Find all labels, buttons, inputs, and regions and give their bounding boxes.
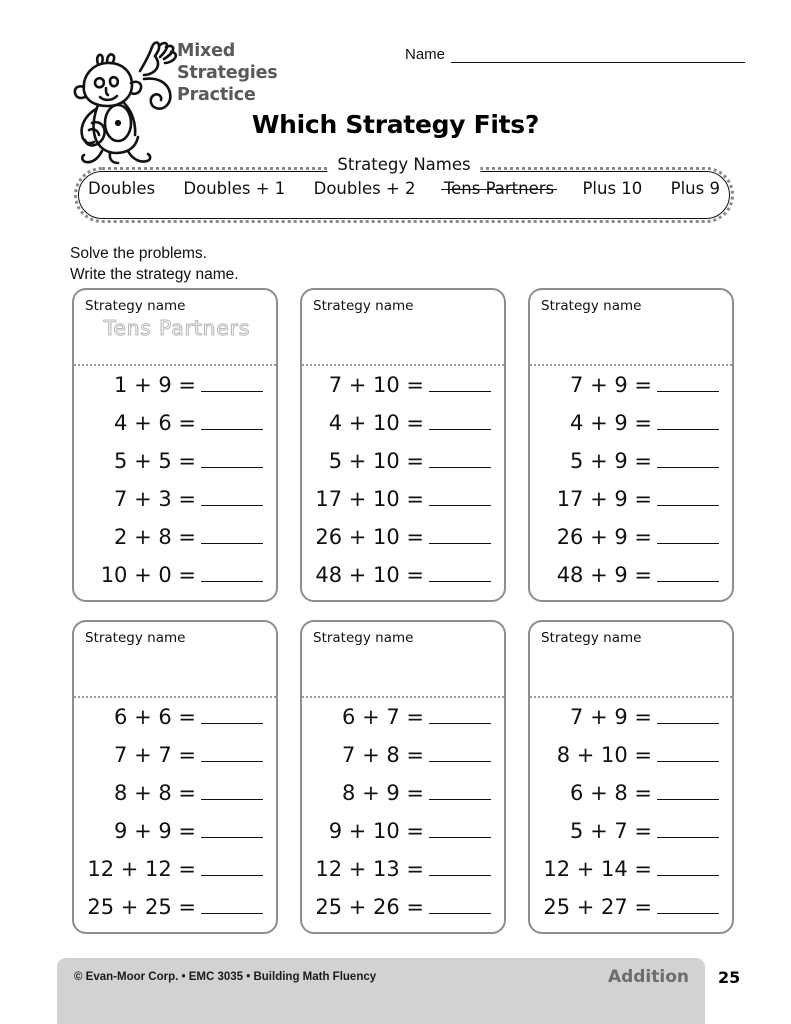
answer-blank[interactable] — [657, 821, 719, 838]
problem-row — [541, 857, 719, 895]
problem-expression: 5 + 5 = — [114, 449, 196, 473]
problem-row — [85, 857, 263, 895]
problem-expression: 4 + 6 = — [114, 411, 196, 435]
problem-row — [85, 895, 263, 933]
problem-card — [300, 288, 506, 602]
problem-card — [72, 288, 278, 602]
problem-expression: 12 + 13 = — [315, 857, 424, 881]
problem-card — [300, 620, 506, 934]
problem-row — [85, 525, 263, 563]
answer-blank[interactable] — [657, 451, 719, 468]
answer-blank[interactable] — [201, 859, 263, 876]
brand-block — [62, 30, 302, 165]
problem-expression: 8 + 10 = — [556, 743, 652, 767]
problem-row — [541, 819, 719, 857]
problem-list — [530, 366, 732, 601]
problem-card — [72, 620, 278, 934]
problem-expression: 5 + 9 = — [570, 449, 652, 473]
problem-row — [313, 411, 491, 449]
problem-row — [541, 563, 719, 601]
problem-expression: 8 + 8 = — [114, 781, 196, 805]
answer-blank[interactable] — [657, 527, 719, 544]
answer-blank[interactable] — [201, 451, 263, 468]
strategy-option-doubles[interactable]: Doubles — [88, 179, 156, 198]
strategy-name-label: Strategy name — [85, 630, 186, 646]
problem-row — [85, 449, 263, 487]
strategy-name-label: Strategy name — [313, 298, 414, 314]
brand-title — [177, 40, 312, 106]
answer-blank[interactable] — [657, 745, 719, 762]
problem-expression: 12 + 12 = — [87, 857, 196, 881]
problem-row — [313, 525, 491, 563]
problem-card — [528, 288, 734, 602]
problem-expression: 5 + 7 = — [570, 819, 652, 843]
problem-row — [541, 411, 719, 449]
answer-blank[interactable] — [657, 375, 719, 392]
strategy-option-plus-10[interactable]: Plus 10 — [582, 179, 643, 198]
answer-blank[interactable] — [429, 897, 491, 914]
problem-expression: 26 + 10 = — [315, 525, 424, 549]
brand-line-2: Strategies — [177, 63, 278, 83]
strategy-name-label: Strategy name — [541, 298, 642, 314]
problem-expression: 5 + 10 = — [328, 449, 424, 473]
problem-list — [302, 366, 504, 601]
problem-row — [85, 743, 263, 781]
problem-row — [313, 857, 491, 895]
problem-row — [85, 411, 263, 449]
problem-row — [85, 705, 263, 743]
problem-expression: 48 + 9 = — [556, 563, 652, 587]
strategy-name-input[interactable]: Tens Partners — [103, 316, 251, 340]
card-header — [302, 622, 504, 696]
card-header — [74, 290, 276, 364]
page-footer — [57, 958, 705, 1024]
problem-expression: 7 + 10 = — [328, 373, 424, 397]
problem-expression: 26 + 9 = — [556, 525, 652, 549]
problem-row — [313, 781, 491, 819]
name-label: Name — [405, 46, 446, 63]
answer-blank[interactable] — [201, 375, 263, 392]
answer-blank[interactable] — [657, 565, 719, 582]
problem-expression: 6 + 7 = — [342, 705, 424, 729]
answer-blank[interactable] — [429, 413, 491, 430]
problem-row — [313, 895, 491, 933]
problem-expression: 4 + 10 = — [328, 411, 424, 435]
problem-row — [541, 487, 719, 525]
problem-row — [85, 563, 263, 601]
strategy-name-label: Strategy name — [85, 298, 186, 314]
problem-expression: 7 + 3 = — [114, 487, 196, 511]
problem-expression: 1 + 9 = — [114, 373, 196, 397]
problem-row — [541, 705, 719, 743]
problem-card — [528, 620, 734, 934]
problem-expression: 17 + 10 = — [315, 487, 424, 511]
footer-section-label: Addition — [607, 967, 689, 987]
answer-blank[interactable] — [429, 527, 491, 544]
answer-blank[interactable] — [657, 489, 719, 506]
problem-expression: 12 + 14 = — [543, 857, 652, 881]
problem-expression: 25 + 26 = — [315, 895, 424, 919]
problem-expression: 9 + 10 = — [328, 819, 424, 843]
problem-row — [313, 373, 491, 411]
answer-blank[interactable] — [657, 897, 719, 914]
problem-expression: 6 + 6 = — [114, 705, 196, 729]
strategy-name-label: Strategy name — [541, 630, 642, 646]
answer-blank[interactable] — [201, 527, 263, 544]
answer-blank[interactable] — [657, 707, 719, 724]
problem-list — [74, 366, 276, 601]
answer-blank[interactable] — [429, 489, 491, 506]
problem-expression: 7 + 9 = — [570, 705, 652, 729]
strategy-name-label: Strategy name — [313, 630, 414, 646]
answer-blank[interactable] — [201, 745, 263, 762]
strategy-names-list — [88, 179, 720, 198]
answer-blank[interactable] — [429, 783, 491, 800]
answer-blank[interactable] — [201, 413, 263, 430]
answer-blank[interactable] — [657, 859, 719, 876]
name-field-row — [405, 46, 745, 63]
strategy-option-doubles-plus-1[interactable]: Doubles + 1 — [183, 179, 286, 198]
answer-blank[interactable] — [201, 489, 263, 506]
answer-blank[interactable] — [201, 707, 263, 724]
card-header — [302, 290, 504, 364]
page-number: 25 — [718, 968, 741, 987]
problem-row — [85, 373, 263, 411]
problem-row — [313, 449, 491, 487]
answer-blank[interactable] — [429, 821, 491, 838]
footer-credit: © Evan-Moor Corp. • EMC 3035 • Building Math Fluency — [74, 971, 377, 983]
problem-expression: 4 + 9 = — [570, 411, 652, 435]
problem-expression: 10 + 0 = — [100, 563, 196, 587]
answer-blank[interactable] — [657, 413, 719, 430]
problem-expression: 7 + 7 = — [114, 743, 196, 767]
answer-blank[interactable] — [201, 897, 263, 914]
answer-blank[interactable] — [429, 859, 491, 876]
problem-row — [313, 487, 491, 525]
problem-expression: 2 + 8 = — [114, 525, 196, 549]
answer-blank[interactable] — [429, 745, 491, 762]
problem-row — [85, 819, 263, 857]
problem-list — [530, 698, 732, 933]
problem-row — [541, 743, 719, 781]
answer-blank[interactable] — [657, 783, 719, 800]
answer-blank[interactable] — [201, 783, 263, 800]
problem-expression: 25 + 25 = — [87, 895, 196, 919]
problem-row — [541, 781, 719, 819]
instruction-line-1: Solve the problems. — [70, 245, 207, 262]
answer-blank[interactable] — [201, 565, 263, 582]
answer-blank[interactable] — [429, 707, 491, 724]
answer-blank[interactable] — [429, 375, 491, 392]
card-header — [530, 622, 732, 696]
problem-expression: 9 + 9 = — [114, 819, 196, 843]
problem-expression: 48 + 10 = — [315, 563, 424, 587]
card-header — [74, 622, 276, 696]
problem-row — [85, 781, 263, 819]
strategy-option-doubles-plus-2[interactable]: Doubles + 2 — [313, 179, 416, 198]
problem-row — [313, 705, 491, 743]
problem-expression: 8 + 9 = — [342, 781, 424, 805]
instructions — [70, 243, 239, 285]
strategy-names-legend: Strategy Names — [327, 155, 480, 174]
problem-row — [313, 819, 491, 857]
problem-row — [541, 449, 719, 487]
problem-row — [313, 743, 491, 781]
problem-row — [85, 487, 263, 525]
problem-expression: 7 + 9 = — [570, 373, 652, 397]
problem-cards-grid — [72, 288, 744, 934]
strategy-option-tens-partners[interactable]: Tens Partners — [443, 179, 555, 198]
answer-blank[interactable] — [429, 565, 491, 582]
strategy-names-box — [74, 155, 734, 223]
problem-row — [313, 563, 491, 601]
card-header — [530, 290, 732, 364]
problem-expression: 17 + 9 = — [556, 487, 652, 511]
instruction-line-2: Write the strategy name. — [70, 266, 239, 283]
answer-blank[interactable] — [429, 451, 491, 468]
problem-row — [541, 373, 719, 411]
problem-list — [74, 698, 276, 933]
monkey-icon — [62, 35, 182, 165]
page-title: Which Strategy Fits? — [251, 110, 540, 139]
problem-row — [541, 525, 719, 563]
brand-line-1: Mixed — [177, 41, 236, 61]
name-input[interactable] — [451, 47, 745, 63]
strategy-option-plus-9[interactable]: Plus 9 — [670, 179, 720, 198]
problem-expression: 25 + 27 = — [543, 895, 652, 919]
page-header — [0, 0, 791, 160]
problem-expression: 6 + 8 = — [570, 781, 652, 805]
problem-list — [302, 698, 504, 933]
problem-expression: 7 + 8 = — [342, 743, 424, 767]
problem-row — [541, 895, 719, 933]
brand-line-3: Practice — [177, 85, 256, 105]
answer-blank[interactable] — [201, 821, 263, 838]
